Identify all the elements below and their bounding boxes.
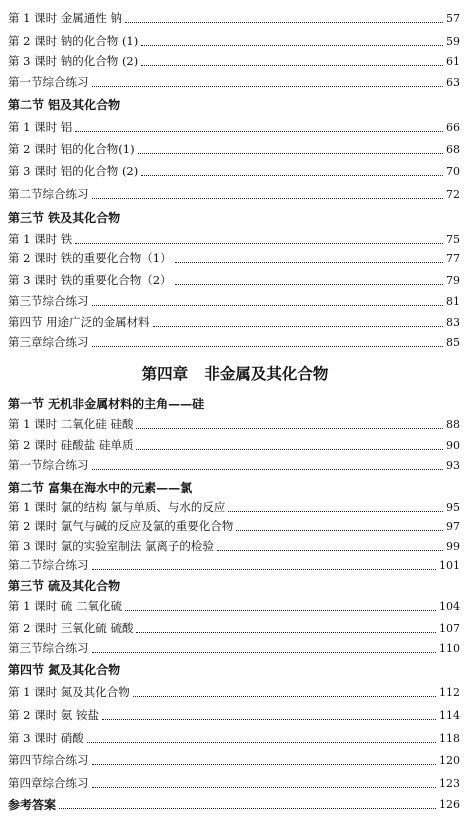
toc-entry[interactable] [8, 537, 460, 555]
dot-leader [141, 65, 443, 66]
dot-leader [87, 742, 436, 743]
dot-leader [92, 86, 444, 87]
toc-page-number: 70 [446, 164, 460, 178]
dot-leader [153, 326, 443, 327]
toc-page-number: 126 [439, 797, 460, 811]
dot-leader [92, 787, 437, 788]
dot-leader [228, 511, 443, 512]
toc-entry-label: 参考答案 [8, 797, 57, 812]
toc-page-number: 77 [446, 251, 460, 265]
toc-entry[interactable] [8, 271, 460, 289]
toc-entry[interactable] [8, 249, 460, 267]
toc-page-number: 63 [446, 75, 460, 89]
toc-entry-label: 第 2 课时 氨 铵盐 [8, 708, 99, 722]
dot-leader [175, 262, 443, 263]
toc-entry[interactable] [8, 185, 460, 203]
dot-leader [92, 198, 444, 199]
toc-entry-label: 第 1 课时 二氧化硅 硅酸 [8, 417, 134, 431]
toc-entry[interactable] [8, 751, 460, 769]
toc-entry-label: 第 3 课时 钠的化合物 (2) [8, 54, 139, 68]
toc-entry-label: 第四章综合练习 [8, 776, 89, 790]
toc-entry[interactable] [8, 556, 460, 574]
dot-leader [136, 632, 436, 633]
dot-leader [92, 764, 437, 765]
toc-entry[interactable] [8, 313, 460, 331]
toc-entry-label: 第 3 课时 铝的化合物 (2) [8, 164, 139, 178]
toc-entry[interactable] [8, 415, 460, 433]
toc-entry-label: 第 2 课时 硅酸盐 硅单质 [8, 438, 134, 452]
dot-leader [141, 175, 443, 176]
dot-leader [92, 652, 437, 653]
toc-page-number: 114 [439, 708, 460, 722]
dot-leader [138, 153, 443, 154]
toc-page-number: 123 [439, 776, 460, 790]
toc-page-number: 104 [439, 599, 460, 613]
toc-page-number: 88 [446, 417, 460, 431]
dot-leader [133, 696, 436, 697]
toc-entry-label: 第 3 课时 铁的重要化合物（2） [8, 273, 172, 287]
chapter-title: 第四章 非金属及其化合物 [141, 364, 329, 383]
dot-leader [141, 45, 443, 46]
dot-leader [92, 305, 444, 306]
toc-entry-label: 第 2 课时 铁的重要化合物（1） [8, 251, 172, 265]
toc-entry[interactable] [8, 292, 460, 310]
toc-entry[interactable] [8, 230, 460, 248]
dot-leader [75, 243, 443, 244]
dot-leader [92, 469, 444, 470]
section-heading: 第三节 铁及其化合物 [8, 210, 121, 225]
toc-entry[interactable] [8, 32, 460, 50]
section-heading: 第二节 铝及其化合物 [8, 97, 121, 112]
toc-entry-label: 第四节 用途广泛的金属材料 [8, 315, 150, 329]
toc-page-number: 107 [439, 621, 460, 635]
toc-entry[interactable] [8, 73, 460, 91]
toc-entry-label: 第 2 课时 钠的化合物 (1) [8, 34, 139, 48]
toc-page-number: 99 [446, 539, 460, 553]
dot-leader [236, 530, 443, 531]
toc-entry-label: 第 1 课时 金属通性 钠 [8, 11, 122, 25]
dot-leader [136, 449, 443, 450]
section-heading: 第四节 氮及其化合物 [8, 662, 121, 677]
toc-entry-label: 第 3 课时 硝酸 [8, 731, 84, 745]
toc-page-number: 110 [439, 641, 460, 655]
toc-entry[interactable] [8, 498, 460, 516]
toc-page-number: 61 [446, 54, 460, 68]
toc-entry[interactable] [8, 639, 460, 657]
toc-entry[interactable] [8, 456, 460, 474]
toc-entry-label: 第 3 课时 氯的实验室制法 氯离子的检验 [8, 539, 214, 553]
dot-leader [136, 428, 443, 429]
toc-page-number: 68 [446, 142, 460, 156]
dot-leader [125, 610, 436, 611]
toc-entry-label: 第 1 课时 铁 [8, 232, 73, 246]
toc-page-number: 118 [439, 731, 460, 745]
toc-page-number: 81 [446, 294, 460, 308]
toc-page-number: 72 [446, 187, 460, 201]
toc-entry-label: 第 1 课时 硫 二氧化硫 [8, 599, 122, 613]
toc-entry-label: 第二节综合练习 [8, 187, 89, 201]
toc-entry[interactable] [8, 118, 460, 136]
toc-entry[interactable] [8, 706, 460, 724]
toc-entry[interactable] [8, 162, 460, 180]
toc-entry[interactable] [8, 597, 460, 615]
toc-page-number: 57 [446, 11, 460, 25]
toc-page-number: 95 [446, 500, 460, 514]
toc-entry[interactable] [8, 9, 460, 27]
toc-entry-label: 第三节综合练习 [8, 641, 89, 655]
toc-entry[interactable] [8, 436, 460, 454]
section-heading: 第三节 硫及其化合物 [8, 578, 121, 593]
toc-entry[interactable] [8, 619, 460, 637]
dot-leader [102, 719, 436, 720]
toc-entry[interactable] [8, 52, 460, 70]
toc-page-number: 85 [446, 335, 460, 349]
toc-page-number: 79 [446, 273, 460, 287]
toc-entry-label: 第 1 课时 氯的结构 氯与单质、与水的反应 [8, 500, 226, 514]
dot-leader [125, 22, 443, 23]
toc-page-number: 120 [439, 753, 460, 767]
toc-entry[interactable] [8, 333, 460, 351]
section-heading: 第一节 无机非金属材料的主角——硅 [8, 396, 205, 411]
dot-leader [175, 284, 443, 285]
toc-entry-label: 第三节综合练习 [8, 294, 89, 308]
dot-leader [59, 808, 436, 809]
toc-entry-label: 第一节综合练习 [8, 75, 89, 89]
toc-entry[interactable] [8, 140, 460, 158]
toc-entry[interactable] [8, 774, 460, 792]
dot-leader [92, 346, 444, 347]
toc-entry-label: 第四节综合练习 [8, 753, 89, 767]
toc-entry-label: 第 1 课时 氮及其化合物 [8, 685, 130, 699]
toc-page-number: 83 [446, 315, 460, 329]
toc-page-number: 93 [446, 458, 460, 472]
toc-entry-label: 第 2 课时 氯气与碱的反应及氯的重要化合物 [8, 519, 234, 533]
toc-entry[interactable] [8, 729, 460, 747]
dot-leader [217, 550, 443, 551]
toc-entry[interactable] [8, 683, 460, 701]
toc-entry-label: 第 2 课时 三氧化硫 硫酸 [8, 621, 134, 635]
toc-entry-label: 第 1 课时 铝 [8, 120, 73, 134]
toc-page-number: 59 [446, 34, 460, 48]
toc-entry-label: 第一节综合练习 [8, 458, 89, 472]
toc-entry-label: 第二节综合练习 [8, 558, 89, 572]
toc-entry-label: 第三章综合练习 [8, 335, 89, 349]
dot-leader [75, 131, 443, 132]
toc-entry-label: 第 2 课时 铝的化合物(1) [8, 142, 135, 156]
toc-page-number: 101 [439, 558, 460, 572]
toc-page-number: 75 [446, 232, 460, 246]
toc-page-number: 97 [446, 519, 460, 533]
section-heading: 第二节 富集在海水中的元素——氯 [8, 480, 193, 495]
toc-page-number: 90 [446, 438, 460, 452]
toc-page-number: 112 [439, 685, 460, 699]
toc-page-number: 66 [446, 120, 460, 134]
toc-entry[interactable] [8, 517, 460, 535]
toc-entry[interactable] [8, 795, 460, 813]
dot-leader [92, 569, 437, 570]
